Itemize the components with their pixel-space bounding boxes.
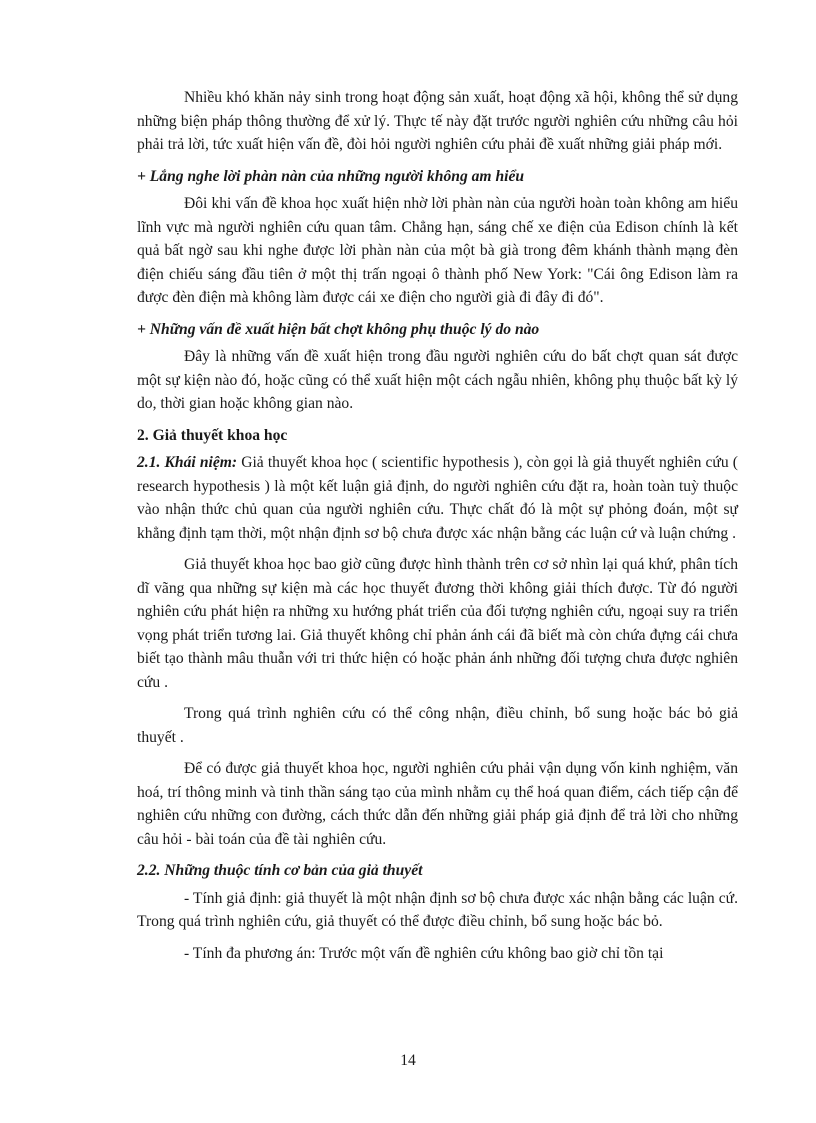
definition-lead: 2.1. Khái niệm: — [137, 454, 238, 471]
section-heading-hypothesis: 2. Giả thuyết khoa học — [137, 426, 288, 444]
paragraph-multi-option: - Tính đa phương án: Trước một vấn đề nghiên cứu không bao giờ chỉ tồn tại — [184, 944, 664, 962]
page-number: 14 — [400, 1052, 416, 1069]
paragraph-requirements: Để có được giả thuyết khoa học, người nghiên cứu phải vận dụng vốn kinh nghiệm, văn hoá, trí thông minh và tinh thần sáng tạo của mình nhằm cụ thể hoá quan điểm, cách tiếp cận để nghiên cứu những con đường, cách thức dẫn đến những giải pháp giả định để trả lời cho những câu hỏi - bài toán của đề tài nghiên cứu. — [137, 760, 738, 848]
definition-text: Giả thuyết khoa học ( scientific hypothesis ), còn gọi là giả thuyết nghiên cứu ( research hypothesis ) là một kết luận giả định, do người nghiên cứu đặt ra, hoàn toàn tuỳ thuộc vào nhận thức chủ quan của người nghiên cứu. Thực chất đó là một sự phỏng đoán, một sự khẳng định tạm thời, một nhận định sơ bộ chưa được xác nhận bằng các luận cứ và luận chứng . — [137, 454, 738, 542]
paragraph-formation: Giả thuyết khoa học bao giờ cũng được hình thành trên cơ sở nhìn lại quá khứ, phân tích dĩ vãng qua những sự kiện mà các học thuyết đương thời không giải thích được. Từ đó người nghiên cứu phát hiện ra những xu hướng phát triển của đối tượng nghiên cứu, ngoại suy ra triển vọng phát triển tương lai. Giả thuyết không chỉ phản ánh cái đã biết mà còn chứa đựng cái chưa biết tạo thành mâu thuẫn với tri thức hiện có hoặc phản ánh những đối tượng chưa được nghiên cứu . — [137, 556, 738, 691]
heading-sudden-problems: + Những vấn đề xuất hiện bất chợt không phụ thuộc lý do nào — [137, 320, 540, 338]
paragraph-sudden: Đây là những vấn đề xuất hiện trong đầu người nghiên cứu do bất chợt quan sát được một sự kiện nào đó, hoặc cũng có thể xuất hiện một cách ngẫu nhiên, không phụ thuộc bất kỳ lý do, thời gian hoặc không gian nào. — [137, 348, 738, 412]
paragraph-intro: Nhiều khó khăn nảy sinh trong hoạt động sản xuất, hoạt động xã hội, không thể sử dụng những biện pháp thông thường để xử lý. Thực tế này đặt trước người nghiên cứu những câu hỏi phải trả lời, tức xuất hiện vấn đề, đòi hỏi người nghiên cứu phải đề xuất những giải pháp mới. — [137, 89, 738, 153]
document-page — [137, 86, 738, 965]
paragraph-definition — [137, 451, 738, 545]
paragraph-adjust: Trong quá trình nghiên cứu có thể công nhận, điều chỉnh, bổ sung hoặc bác bỏ giả thuyết . — [137, 705, 738, 746]
subsection-heading-properties: 2.2. Những thuộc tính cơ bản của giả thuyết — [137, 862, 423, 879]
paragraph-assumption: - Tính giả định: giả thuyết là một nhận định sơ bộ chưa được xác nhận bằng các luận cứ. Trong quá trình nghiên cứu, giả thuyết có thể được điều chỉnh, bổ sung hoặc bác bỏ. — [137, 889, 738, 930]
heading-listen-complaints: + Lắng nghe lời phàn nàn của những người không am hiểu — [137, 167, 525, 185]
paragraph-edison: Đôi khi vấn đề khoa học xuất hiện nhờ lời phàn nàn của người hoàn toàn không am hiểu lĩnh vực mà người nghiên cứu quan tâm. Chẳng hạn, sáng chế xe điện của Edison chính là kết quả bất ngờ sau khi nghe được lời phàn nàn của một bà già trong đêm khánh thành mạng đèn điện chiếu sáng đầu tiên ở một thị trấn ngoại ô thành phố New York: "Cái ông Edison làm ra được đèn điện mà không làm được cái xe điện cho người già đi đây đi đó". — [137, 195, 738, 306]
